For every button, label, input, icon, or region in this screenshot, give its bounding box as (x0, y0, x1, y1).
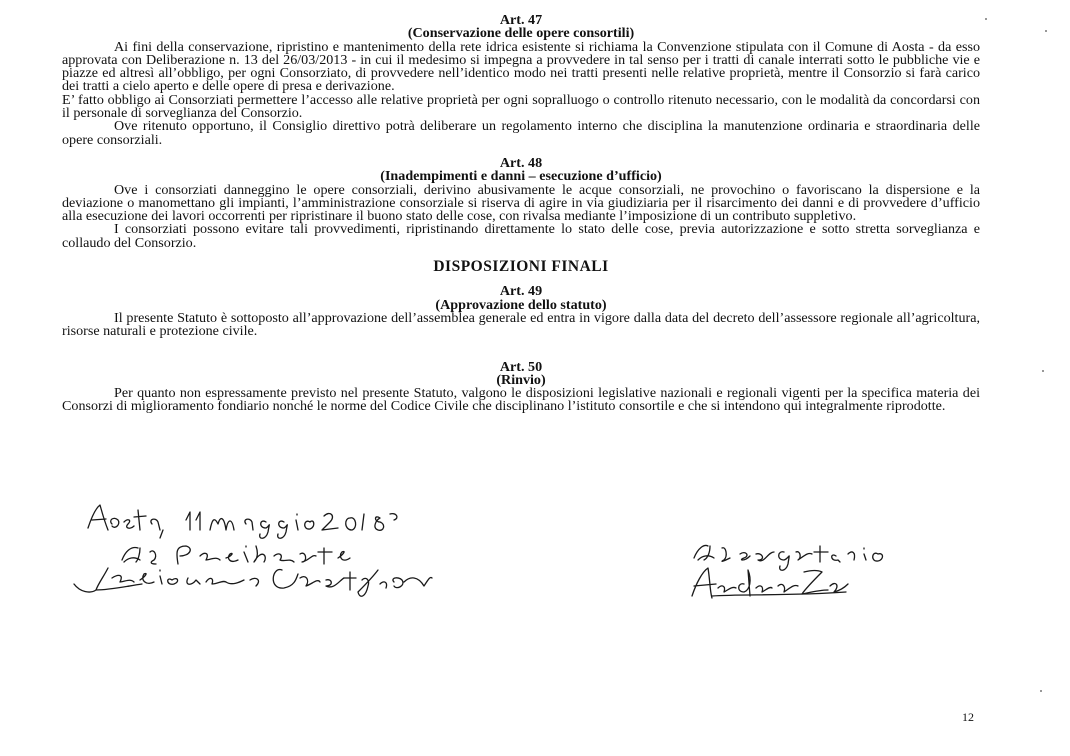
paragraph: Il presente Statuto è sottoposto all’approvazione dell’assemblea generale ed entra in vigore dalla data del decreto dell’assessore regionale all’agricoltura, risorse naturali e protezione civile. (62, 309, 980, 340)
scan-speck (985, 18, 987, 20)
section-title: DISPOSIZIONI FINALI (433, 258, 609, 276)
paragraph: Ove ritenuto opportuno, il Consiglio direttivo potrà deliberare un regolamento interno che disciplina la manutenzione ordinaria e straordinaria delle opere consorziali. (62, 118, 980, 148)
article-title: (Approvazione dello statuto) (435, 296, 607, 313)
handwritten-place-date (88, 505, 397, 538)
article-48 (62, 154, 980, 251)
article-title: (Rinvio) (496, 371, 546, 388)
article-title: (Conservazione delle opere consortili) (407, 25, 635, 42)
article-number: Art. 50 (499, 358, 543, 375)
scan-speck (1040, 690, 1042, 692)
scan-speck (1042, 370, 1044, 372)
handwritten-secretary-label (694, 546, 883, 571)
article-title: (Inadempimenti e danni – esecuzione d’ufficio) (380, 168, 662, 185)
article-number: Art. 48 (499, 154, 543, 171)
handwritten-president-label (122, 546, 350, 564)
secretary-signature (692, 568, 848, 598)
scan-speck (1045, 30, 1047, 32)
page-number: 12 (962, 710, 974, 724)
paragraph: Ai fini della conservazione, ripristino e mantenimento della rete idrica esistente si richiama la Convenzione stipulata con il Comune di Aosta - da esso approvata con Deliberazione n. 13 del 26/03/2013 - in cui il medesimo si impegna a provvedere in tal senso per i tratti di canale interrati sotto le pubbliche vie e piazze ed altresì all’obbligo, per ogni Consorziato, di provvedere nell’identico modo nei tratti presenti nelle relative proprietà, mentre il Consorzio si farà carico dei tratti a cielo aperto e delle opere di presa e derivazione. (62, 38, 980, 95)
article-number: Art. 49 (499, 283, 543, 300)
article-49 (62, 285, 980, 338)
paragraph: Per quanto non espressamente previsto nel presente Statuto, valgono le disposizioni legislative nazionali e regionali vigenti per la specifica materia dei Consorzi di miglioramento fondiario nonché le norme del Codice Civile che disciplinano l’istituto consortile e che si intendono qui integralmente riprodotte. (62, 385, 980, 415)
article-50 (62, 358, 980, 415)
president-signature (74, 568, 432, 596)
paragraph: I consorziati possono evitare tali provvedimenti, ripristinando direttamente lo stato delle cose, previa autorizzazione e sotto stretta sorveglianza e collaudo del Consorzio. (62, 221, 980, 251)
document-page (62, 14, 980, 424)
article-number: Art. 47 (499, 12, 543, 28)
paragraph: Ove i consorziati danneggino le opere consorziali, derivino abusivamente le acque consorziali, ne provochino o favoriscano la dispersione e la deviazione o manomettano gli impianti, l’amministrazione consorziale si riserva di agire in via giudiziaria per il risarcimento dei danni e di provvedere d’ufficio alla esecuzione dei lavori occorrenti per ripristinare il buono stato delle cose, con rivalsa mediante l’imposizione di un contributo suppletivo. (62, 181, 980, 225)
article-47 (62, 14, 980, 147)
paragraph: E’ fatto obbligo ai Consorziati permettere l’accesso alle relative proprietà per ogni sopralluogo o controllo ritenuto necessario, con le modalità da concordarsi con il personale di sorveglianza del Consorzio. (62, 91, 980, 122)
